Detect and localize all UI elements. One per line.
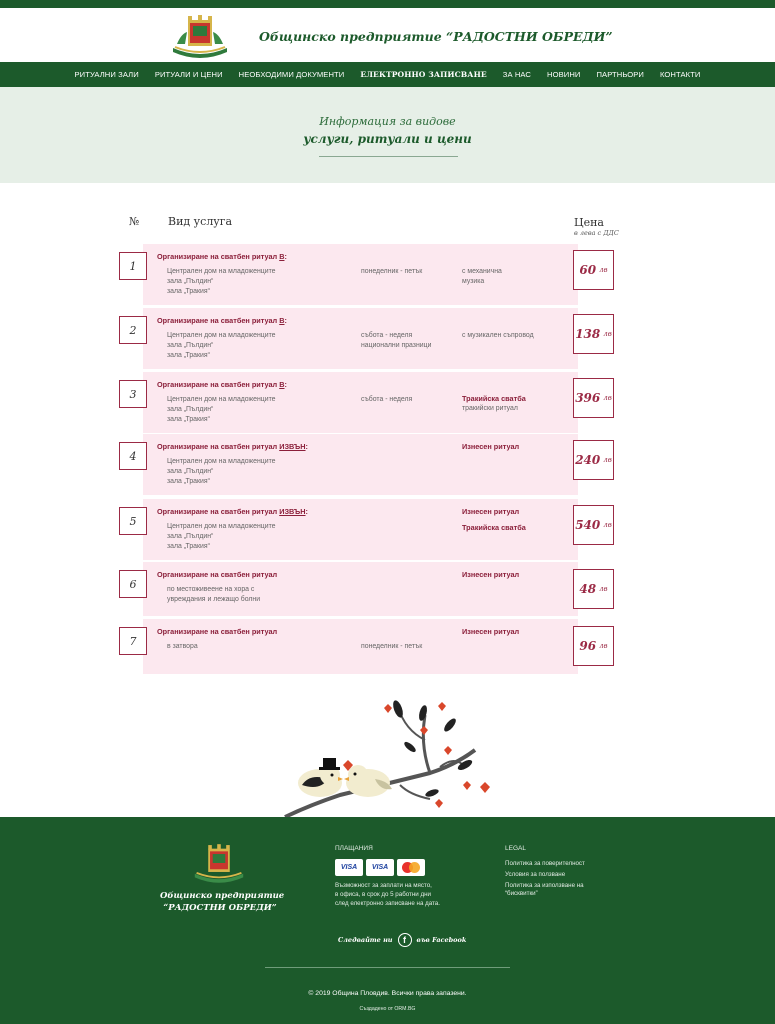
column-price-note: в лева с ДДС [574, 229, 619, 237]
row-title [157, 442, 308, 451]
lovebirds-on-branch-illustration [280, 695, 500, 817]
row-title-text: Организиране на сватбен ритуал [157, 380, 280, 389]
price-currency: лв [599, 585, 608, 593]
row-title-text: Организиране на сватбен ритуал [157, 627, 278, 636]
column-price: Цена [574, 216, 604, 229]
price-currency: лв [599, 266, 608, 274]
row-price [573, 505, 614, 545]
payments-heading: ПЛАЩАНИЯ [335, 845, 373, 852]
row-number: 5 [119, 507, 147, 535]
row-description: Централен дом на младоженците зала „Пълдин“ зала „Тракия“ [167, 268, 276, 295]
nav-item-news[interactable]: НОВИНИ [547, 70, 581, 79]
nav-item-contacts[interactable]: КОНТАКТИ [659, 70, 701, 79]
footer-org-name-2: “РАДОСТНИ ОБРЕДИ” [163, 903, 277, 913]
row-days: събота - неделя национални празници [361, 332, 432, 349]
price-value: 60 [579, 263, 597, 277]
visa-card-icon-2: VISA [366, 859, 394, 876]
row-description: Централен дом на младоженците зала „Пълдин“ зала „Тракия“ [167, 396, 276, 423]
row-price [573, 569, 614, 609]
row-title-text: Организиране на сватбен ритуал [157, 442, 280, 451]
price-currency: лв [603, 394, 612, 402]
row-description: Централен дом на младоженците зала „Пълдин“ зала „Тракия“ [167, 458, 276, 485]
row-price [573, 378, 614, 418]
terms-link[interactable]: Условия за ползване [505, 871, 566, 878]
price-value: 240 [575, 453, 601, 467]
price-currency: лв [603, 330, 612, 338]
row-number: 7 [119, 627, 147, 655]
row-number: 3 [119, 380, 147, 408]
row-number: 6 [119, 570, 147, 598]
hero-subtitle: Информация за видове [319, 115, 456, 128]
row-title-colon: : [284, 380, 287, 389]
row-title-text: Организиране на сватбен ритуал [157, 252, 280, 261]
row-title [157, 570, 277, 579]
payments-text: Възможност за заплати на място, в офиса, в срок до 5 работни дни след електронно записване на дата. [335, 882, 440, 907]
price-value: 396 [575, 391, 601, 405]
row-title [157, 627, 277, 636]
nav-item-about[interactable]: ЗА НАС [502, 70, 531, 79]
price-value: 138 [575, 327, 601, 341]
row-title-colon: : [305, 507, 308, 516]
row-title-colon: : [284, 252, 287, 261]
row-description: Централен дом на младоженците зала „Пълдин“ зала „Тракия“ [167, 332, 276, 359]
row-extra: тракийски ритуал [462, 405, 518, 412]
row-title [157, 252, 287, 261]
row-ritual-type: Изнесен ритуал [462, 442, 520, 451]
cookie-policy-link[interactable]: Политика за използване на “бисквитки” [505, 882, 584, 897]
visa-card-icon: VISA [335, 859, 363, 876]
row-title [157, 316, 287, 325]
hero-divider [319, 156, 458, 157]
site-header [0, 8, 775, 62]
row-ritual-type: Тракийска сватба [462, 394, 526, 403]
row-description: по местоживеене на хора с увреждания и лежащо болни [167, 586, 261, 603]
row-title-place: В [279, 380, 285, 389]
copyright: © 2019 Община Пловдив. Всички права запазени. [308, 990, 467, 997]
price-value: 96 [579, 639, 597, 653]
site-title[interactable]: Общинско предприятие “РАДОСТНИ ОБРЕДИ” [259, 29, 613, 44]
row-title [157, 380, 287, 389]
services-table-header [0, 212, 775, 242]
legal-heading: LEGAL [505, 845, 526, 852]
column-number: № [129, 215, 140, 228]
row-price [573, 626, 614, 666]
payment-cards [335, 859, 425, 876]
row-title-place: ИЗВЪН [279, 442, 306, 451]
row-title-place: ИЗВЪН [279, 507, 306, 516]
row-ritual-type-2: Тракийска сватба [462, 523, 526, 532]
social-suffix: във Facebook [416, 936, 467, 944]
row-title-text: Организиране на сватбен ритуал [157, 570, 278, 579]
made-by-link[interactable]: Създадено от ORM.BG [359, 1006, 416, 1012]
hero-title: услуги, ритуали и цени [303, 132, 472, 146]
row-number: 4 [119, 442, 147, 470]
footer-crest-logo-icon[interactable] [193, 843, 245, 883]
price-value: 48 [579, 582, 597, 596]
price-currency: лв [603, 456, 612, 464]
crest-logo-icon[interactable] [171, 14, 229, 58]
row-days: събота - неделя [361, 396, 413, 403]
row-ritual-type: Изнесен ритуал [462, 570, 520, 579]
row-title-place: В [279, 316, 285, 325]
row-price [573, 440, 614, 480]
row-title-text: Организиране на сватбен ритуал [157, 316, 280, 325]
main-nav [0, 62, 775, 87]
facebook-follow[interactable] [338, 933, 466, 947]
top-accent-bar [0, 0, 775, 8]
row-description: Централен дом на младоженците зала „Пълдин“ зала „Тракия“ [167, 523, 276, 550]
page-hero [0, 87, 775, 183]
row-days: понеделник - петък [361, 643, 423, 650]
row-title-colon: : [305, 442, 308, 451]
mastercard-icon [397, 859, 425, 876]
row-days: понеделник - петък [361, 268, 423, 275]
privacy-policy-link[interactable]: Политика за поверителност [505, 860, 585, 867]
row-extra: с музикален съпровод [462, 332, 534, 339]
row-title-colon: : [284, 316, 287, 325]
facebook-icon[interactable]: f [398, 933, 412, 947]
row-number: 2 [119, 316, 147, 344]
nav-item-rituals-prices[interactable]: РИТУАЛИ И ЦЕНИ [154, 70, 223, 79]
row-number: 1 [119, 252, 147, 280]
column-service-type: Вид услуга [168, 215, 233, 228]
price-currency: лв [603, 521, 612, 529]
row-title [157, 507, 308, 516]
nav-item-documents[interactable]: НЕОБХОДИМИ ДОКУМЕНТИ [238, 70, 345, 79]
row-ritual-type: Изнесен ритуал [462, 507, 520, 516]
row-title-place: В [279, 252, 285, 261]
price-value: 540 [575, 518, 601, 532]
nav-item-partners[interactable]: ПАРТНЬОРИ [596, 70, 644, 79]
row-price [573, 314, 614, 354]
site-footer [0, 817, 775, 1024]
row-extra: с механична музика [462, 268, 502, 285]
row-description: в затвора [167, 643, 198, 650]
footer-divider [265, 967, 510, 968]
price-currency: лв [599, 642, 608, 650]
row-price [573, 250, 614, 290]
row-title-text: Организиране на сватбен ритуал [157, 507, 280, 516]
nav-item-e-booking[interactable]: ЕЛЕКТРОННО ЗАПИСВАНЕ [360, 70, 487, 79]
row-ritual-type: Изнесен ритуал [462, 627, 520, 636]
nav-item-ritual-halls[interactable]: РИТУАЛНИ ЗАЛИ [74, 70, 139, 79]
footer-org-name: Общинско предприятие [160, 891, 285, 901]
social-prefix: Следвайте ни [338, 936, 393, 944]
